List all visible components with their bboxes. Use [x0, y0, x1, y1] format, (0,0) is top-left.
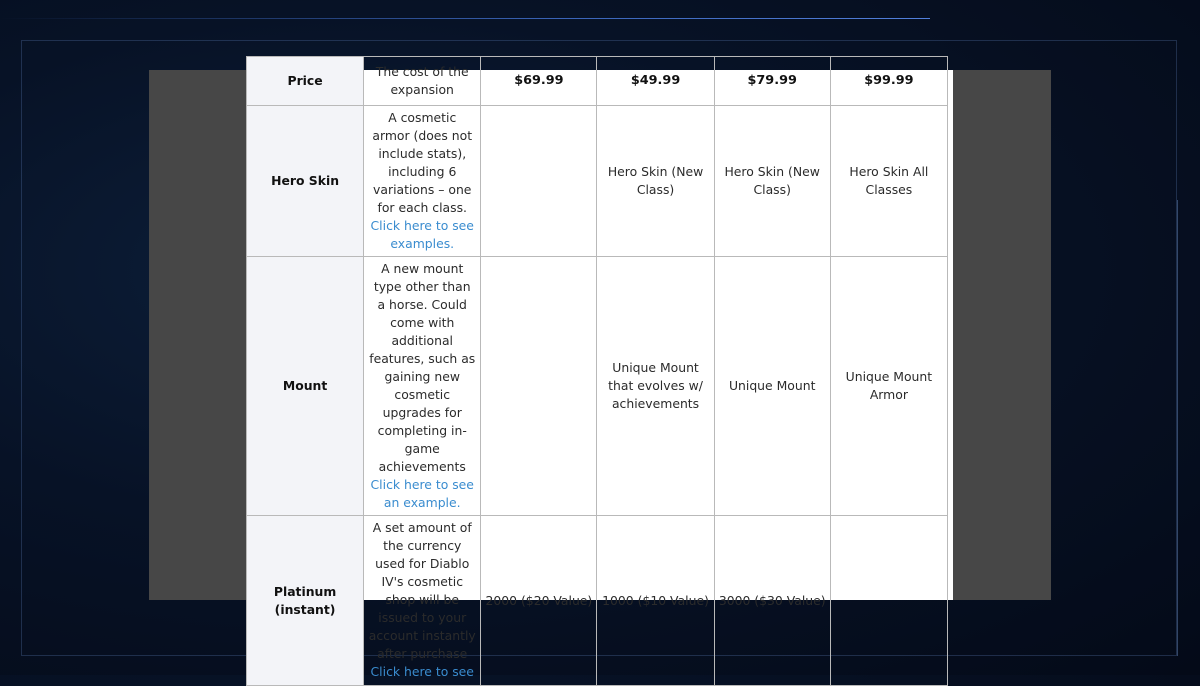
table-row-platinum	[247, 516, 948, 686]
cell-price-1: $69.99	[481, 57, 597, 106]
see-link[interactable]: Click here to see	[370, 664, 474, 679]
cell-hero-skin-2: Hero Skin (New Class)	[597, 106, 714, 257]
cell-platinum-3: 3000 ($30 Value)	[714, 516, 830, 686]
cell-hero-skin-3: Hero Skin (New Class)	[714, 106, 830, 257]
cell-price-3: $79.99	[714, 57, 830, 106]
description-text: A set amount of the currency used for Diablo IV's cosmetic shop will be issued to your account instantly after purchase	[368, 520, 476, 661]
row-description-platinum	[364, 516, 481, 686]
row-description-hero-skin	[364, 106, 481, 257]
row-description-price	[364, 57, 481, 106]
cell-price-4: $99.99	[830, 57, 947, 106]
cell-hero-skin-4: Hero Skin All Classes	[830, 106, 947, 257]
examples-link[interactable]: Click here to see examples.	[370, 218, 474, 251]
table-row-hero-skin	[247, 106, 948, 257]
background-accent-line	[1177, 200, 1178, 656]
row-header-mount: Mount	[247, 257, 364, 516]
row-header-hero-skin: Hero Skin	[247, 106, 364, 257]
table-row-mount	[247, 257, 948, 516]
row-description-mount	[364, 257, 481, 516]
description-text: A new mount type other than a horse. Could come with additional features, such as gaining new cosmetic upgrades for completing in-game achievements	[369, 261, 476, 474]
example-link[interactable]: Click here to see an example.	[370, 477, 474, 510]
cell-mount-2: Unique Mount that evolves w/ achievements	[597, 257, 714, 516]
description-text: The cost of the expansion	[375, 64, 469, 97]
cell-platinum-4	[830, 516, 947, 686]
table-row-price	[247, 57, 948, 106]
comparison-table	[246, 56, 948, 686]
row-header-price: Price	[247, 57, 364, 106]
background-glow-line	[0, 18, 930, 19]
cell-platinum-2: 1000 ($10 Value)	[597, 516, 714, 686]
document-viewer	[149, 64, 1051, 679]
description-text: A cosmetic armor (does not include stats), including 6 variations – one for each class.	[372, 110, 473, 215]
row-header-platinum: Platinum (instant)	[247, 516, 364, 686]
cell-mount-3: Unique Mount	[714, 257, 830, 516]
cell-mount-4: Unique Mount Armor	[830, 257, 947, 516]
cell-hero-skin-1	[481, 106, 597, 257]
cell-platinum-1: 2000 ($20 Value)	[481, 516, 597, 686]
cell-price-2: $49.99	[597, 57, 714, 106]
cell-mount-1	[481, 257, 597, 516]
document-page	[246, 64, 953, 679]
